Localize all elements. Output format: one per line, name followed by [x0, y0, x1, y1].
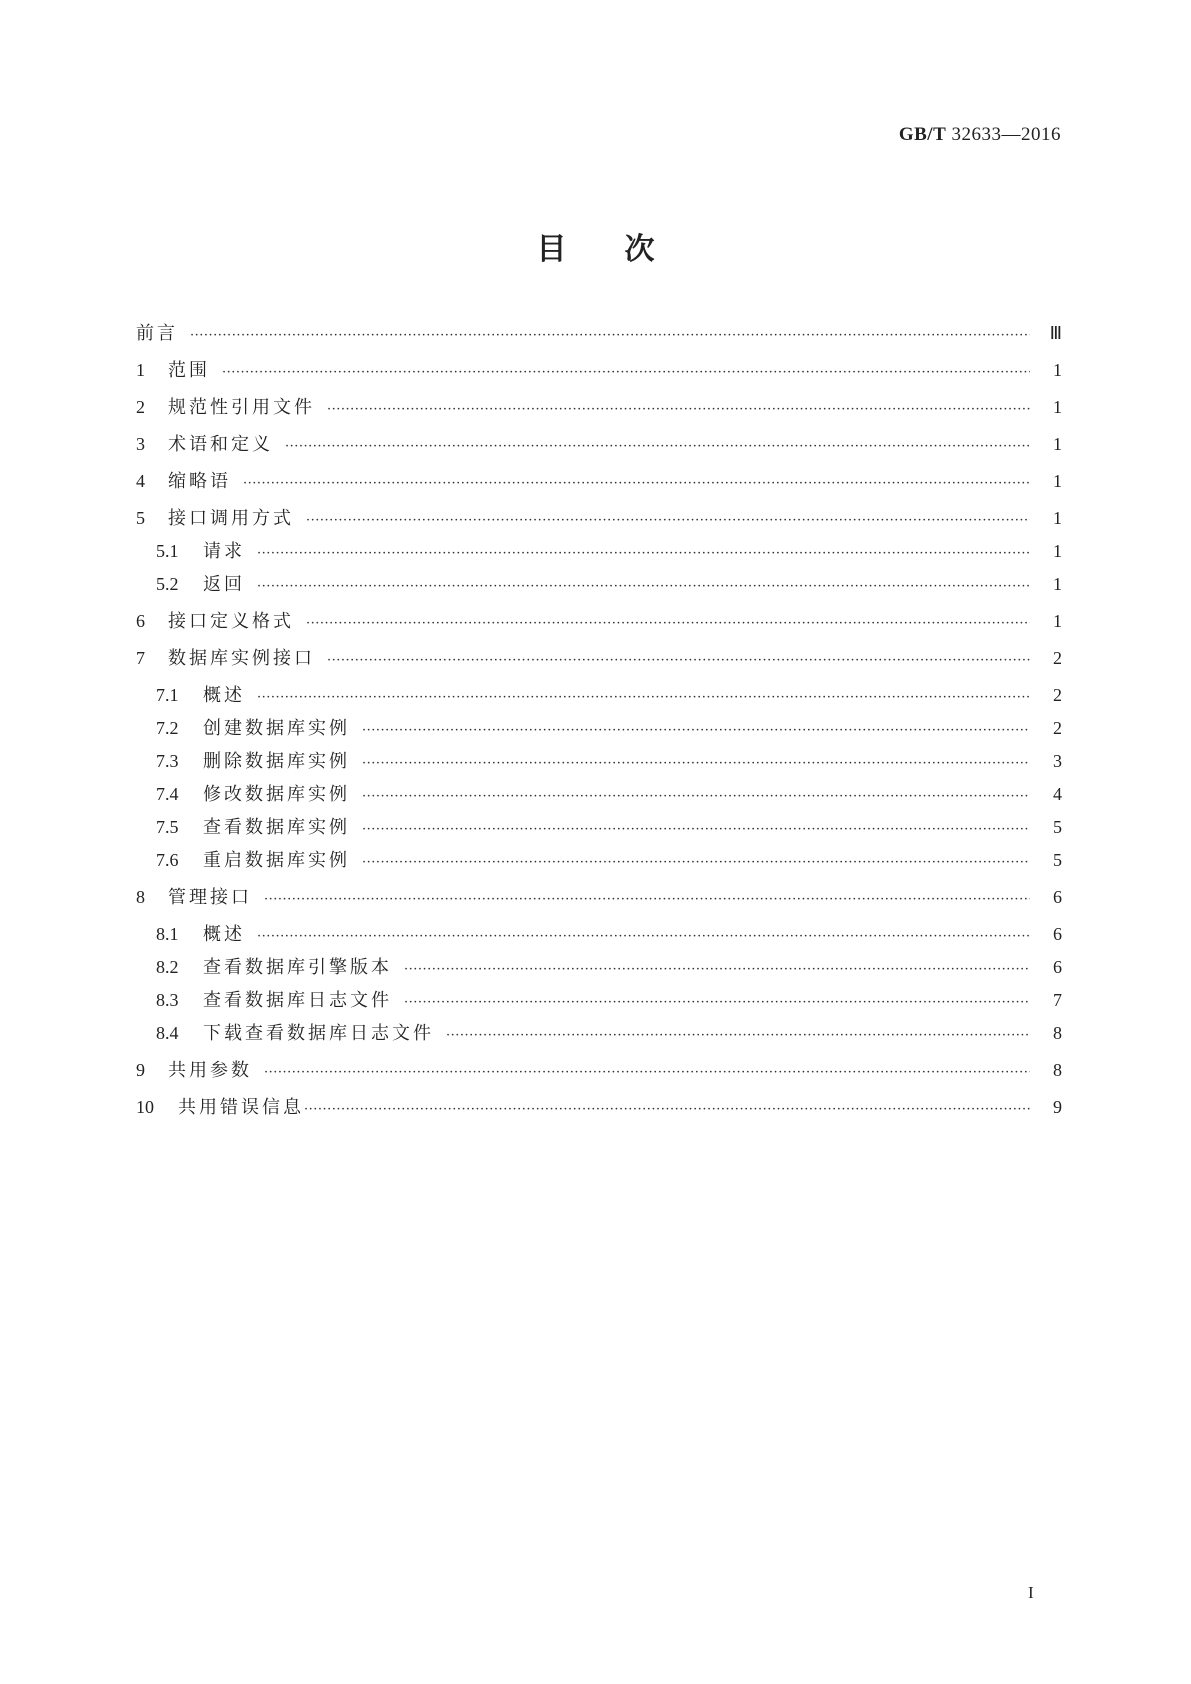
toc-entry-number: 5.1: [156, 541, 179, 561]
toc-entry-number: 7.4: [156, 784, 179, 804]
toc-entry-number: 5: [136, 508, 145, 528]
dot-leader: [306, 510, 1030, 532]
toc-entry-title: 术语和定义: [168, 434, 273, 455]
toc-entry-foreword[interactable]: [136, 322, 1062, 347]
toc-entry-title: 查看数据库日志文件: [203, 990, 392, 1011]
dot-leader: [257, 543, 1030, 565]
toc-entry-title: 查看数据库引擎版本: [203, 957, 392, 978]
toc-entry-title: 共用错误信息: [178, 1097, 304, 1118]
toc-entry-7-3[interactable]: [156, 750, 1062, 775]
dot-leader: [304, 1099, 1030, 1121]
toc-entry-page: 1: [1053, 611, 1062, 631]
toc-entry-page: 2: [1053, 718, 1062, 738]
toc-entry-number: 7.5: [156, 817, 179, 837]
document-code: [899, 124, 1061, 146]
dot-leader: [362, 753, 1030, 775]
document-code-number: 32633—2016: [951, 124, 1061, 145]
dot-leader: [362, 819, 1030, 841]
page-title: 目次: [536, 232, 713, 267]
dot-leader: [264, 1062, 1030, 1084]
toc-entry-title: 概述: [203, 685, 245, 706]
toc-entry-number: 7.1: [156, 685, 179, 705]
dot-leader: [190, 325, 1030, 347]
dot-leader: [306, 613, 1030, 635]
toc-entry-10[interactable]: [136, 1096, 1062, 1121]
toc-entry-4[interactable]: [136, 470, 1062, 495]
toc-entry-5-1[interactable]: [156, 540, 1062, 565]
toc-entry-8-4[interactable]: [156, 1022, 1062, 1047]
toc-entry-2[interactable]: [136, 396, 1062, 421]
toc-entry-number: 3: [136, 434, 145, 454]
toc-entry-page: 1: [1053, 434, 1062, 454]
toc-entry-title: 数据库实例接口: [168, 648, 315, 669]
dot-leader: [327, 399, 1030, 421]
toc-entry-1[interactable]: [136, 359, 1062, 384]
toc-entry-page: 2: [1053, 648, 1062, 668]
toc-entry-8[interactable]: [136, 886, 1062, 911]
toc-entry-8-1[interactable]: [156, 923, 1062, 948]
toc-entry-page: 1: [1053, 541, 1062, 561]
toc-entry-page: 3: [1053, 751, 1062, 771]
toc-entry-9[interactable]: [136, 1059, 1062, 1084]
toc-entry-title: 返回: [203, 574, 245, 595]
toc-entry-number: 9: [136, 1060, 145, 1080]
toc-entry-page: 5: [1053, 850, 1062, 870]
dot-leader: [257, 687, 1030, 709]
toc-entry-page: 1: [1053, 574, 1062, 594]
toc-entry-number: 6: [136, 611, 145, 631]
dot-leader: [446, 1025, 1030, 1047]
page-number: I: [1028, 1583, 1034, 1602]
toc-entry-title: 删除数据库实例: [203, 751, 350, 772]
toc-entry-number: 8.3: [156, 990, 179, 1010]
toc-entry-page: Ⅲ: [1049, 323, 1062, 343]
toc-entry-number: 7.2: [156, 718, 179, 738]
toc-entry-page: 9: [1053, 1097, 1062, 1117]
toc-entry-number: 7.3: [156, 751, 179, 771]
toc-entry-title: 创建数据库实例: [203, 718, 350, 739]
dot-leader: [285, 436, 1030, 458]
toc-entry-title: 范围: [168, 360, 210, 381]
toc-entry-title: 接口定义格式: [168, 611, 294, 632]
toc-entry-title: 查看数据库实例: [203, 817, 350, 838]
toc-entry-title: 缩略语: [168, 471, 231, 492]
toc-entry-number: 8: [136, 887, 145, 907]
toc-entry-number: 4: [136, 471, 145, 491]
toc-entry-title: 修改数据库实例: [203, 784, 350, 805]
toc-entry-page: 2: [1053, 685, 1062, 705]
toc-entry-title: 规范性引用文件: [168, 397, 315, 418]
toc-entry-page: 5: [1053, 817, 1062, 837]
toc-entry-5[interactable]: [136, 507, 1062, 532]
toc-entry-number: 8.2: [156, 957, 179, 977]
toc-entry-page: 1: [1053, 508, 1062, 528]
dot-leader: [243, 473, 1030, 495]
toc-entry-7-4[interactable]: [156, 783, 1062, 808]
toc-entry-page: 6: [1053, 924, 1062, 944]
toc-entry-title: 重启数据库实例: [203, 850, 350, 871]
toc-entry-page: 1: [1053, 360, 1062, 380]
toc-entry-7[interactable]: [136, 647, 1062, 672]
toc-entry-number: 8.1: [156, 924, 179, 944]
toc-entry-number: 1: [136, 360, 145, 380]
document-code-prefix: GB/T: [898, 124, 947, 145]
toc-entry-title: 概述: [203, 924, 245, 945]
toc-entry-title: 接口调用方式: [168, 508, 294, 529]
dot-leader: [222, 362, 1030, 384]
toc-entry-number: 7.6: [156, 850, 179, 870]
toc-entry-title: 共用参数: [168, 1060, 252, 1081]
toc-entry-6[interactable]: [136, 610, 1062, 635]
toc-entry-number: 2: [136, 397, 145, 417]
dot-leader: [257, 926, 1030, 948]
dot-leader: [362, 852, 1030, 874]
toc-entry-3[interactable]: [136, 433, 1062, 458]
dot-leader: [327, 650, 1030, 672]
toc-entry-7-2[interactable]: [156, 717, 1062, 742]
toc-entry-7-1[interactable]: [156, 684, 1062, 709]
toc-entry-page: 7: [1053, 990, 1062, 1010]
toc-entry-8-2[interactable]: [156, 956, 1062, 981]
toc-entry-7-5[interactable]: [156, 816, 1062, 841]
toc-entry-page: 8: [1053, 1060, 1062, 1080]
toc-entry-page: 8: [1053, 1023, 1062, 1043]
toc-entry-title: 前言: [136, 323, 178, 344]
dot-leader: [362, 786, 1030, 808]
toc-entry-page: 6: [1053, 957, 1062, 977]
toc-entry-title: 管理接口: [168, 887, 252, 908]
dot-leader: [264, 889, 1030, 911]
toc-entry-page: 6: [1053, 887, 1062, 907]
toc-entry-title: 下载查看数据库日志文件: [203, 1023, 434, 1044]
dot-leader: [404, 959, 1030, 981]
toc-entry-number: 8.4: [156, 1023, 179, 1043]
dot-leader: [404, 992, 1030, 1014]
toc-entry-number: 7: [136, 648, 145, 668]
dot-leader: [362, 720, 1030, 742]
table-of-contents: [136, 322, 1062, 1121]
dot-leader: [257, 576, 1030, 598]
toc-entry-page: 4: [1053, 784, 1062, 804]
toc-entry-page: 1: [1053, 471, 1062, 491]
toc-entry-7-6[interactable]: [156, 849, 1062, 874]
toc-entry-8-3[interactable]: [156, 989, 1062, 1014]
toc-entry-number: 10: [136, 1097, 154, 1117]
toc-entry-page: 1: [1053, 397, 1062, 417]
toc-entry-title: 请求: [203, 541, 245, 562]
toc-entry-5-2[interactable]: [156, 573, 1062, 598]
toc-entry-number: 5.2: [156, 574, 179, 594]
